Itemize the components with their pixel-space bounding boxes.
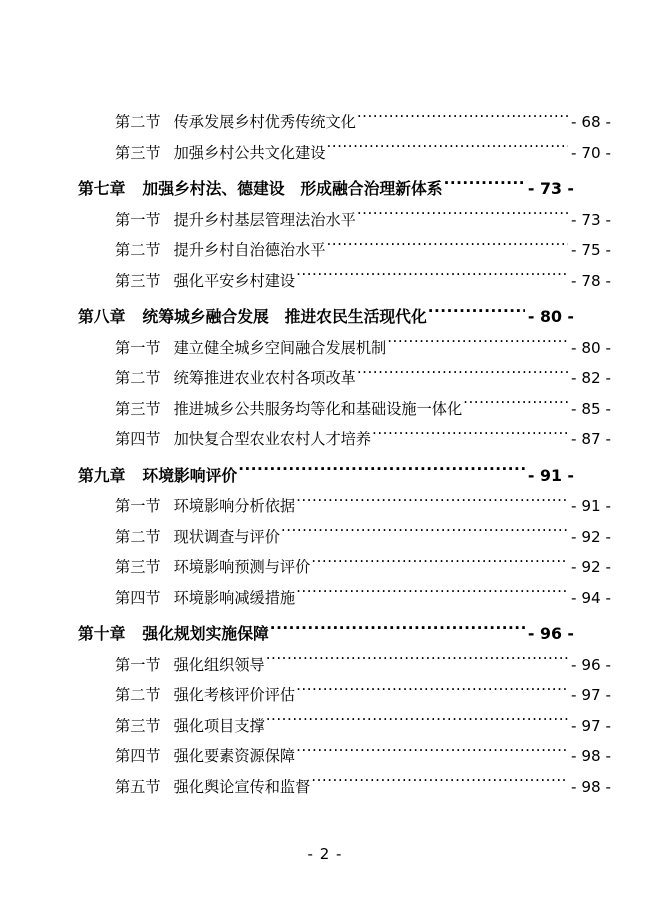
toc-leader-dots — [326, 240, 568, 255]
toc-entry-number: 第四节 — [115, 747, 161, 765]
toc-section-entry[interactable] — [78, 522, 611, 553]
toc-entry-page: - 68 - — [571, 113, 611, 131]
toc-entry-title: 强化舆论宣传和监督 — [173, 777, 311, 796]
toc-entry-title: 加强乡村法、德建设 形成融合治理新体系 — [142, 179, 443, 198]
toc-entry-title: 提升乡村基层管理法治水平 — [173, 210, 356, 229]
toc-leader-dots — [428, 306, 525, 322]
toc-entry-number: 第三节 — [115, 271, 161, 290]
toc-section-entry[interactable] — [78, 235, 611, 266]
toc-entry-number: 第二节 — [115, 686, 161, 704]
toc-leader-dots — [444, 178, 525, 194]
toc-entry-page: - 73 - — [571, 210, 611, 229]
toc-chapter-entry[interactable] — [78, 302, 574, 333]
toc-section-entry[interactable] — [78, 394, 611, 425]
toc-leader-dots — [357, 368, 568, 383]
toc-entry-page: - 80 - — [527, 307, 574, 326]
toc-entry-number: 第三节 — [115, 558, 161, 576]
toc-entry-title: 统筹推进农业农村各项改革 — [173, 369, 356, 387]
toc-leader-dots — [296, 746, 568, 761]
toc-entry-number: 第一节 — [115, 338, 161, 357]
toc-entry-number: 第三节 — [115, 143, 161, 162]
toc-chapter-entry[interactable] — [78, 174, 574, 205]
toc-entry-title: 加快复合型农业农村人才培养 — [173, 430, 371, 448]
toc-leader-dots — [296, 587, 568, 602]
toc-leader-dots — [296, 270, 568, 285]
toc-entry-page: - 97 - — [571, 686, 611, 704]
toc-entry-title: 现状调查与评价 — [173, 527, 280, 546]
toc-entry-number: 第八章 — [78, 307, 126, 326]
toc-entry-number: 第一节 — [115, 655, 161, 674]
toc-entry-page: - 73 - — [527, 179, 574, 198]
page-number: - 2 - — [307, 845, 343, 863]
toc-entry-page: - 91 - — [527, 465, 574, 485]
toc-leader-dots — [326, 142, 568, 157]
toc-leader-dots — [266, 654, 568, 669]
toc-entry-number: 第一节 — [115, 210, 161, 229]
toc-section-entry[interactable] — [78, 583, 611, 614]
toc-section-entry[interactable] — [78, 266, 611, 297]
toc-section-entry[interactable] — [78, 363, 611, 394]
toc-entry-page: - 96 - — [571, 655, 611, 674]
toc-entry-title: 强化平安乡村建设 — [173, 271, 296, 290]
toc-entry-number: 第三节 — [115, 399, 161, 418]
toc-entry-number: 第四节 — [115, 430, 161, 448]
toc-entry-title: 强化要素资源保障 — [173, 747, 296, 765]
toc-leader-dots — [463, 398, 568, 413]
toc-leader-dots — [311, 776, 568, 791]
toc-entry-number: 第五节 — [115, 777, 161, 796]
toc-entry-title: 环境影响分析依据 — [173, 497, 296, 515]
toc-entry-title: 强化规划实施保障 — [142, 624, 269, 643]
toc-entry-page: - 94 - — [571, 588, 611, 607]
toc-entry-title: 推进城乡公共服务均等化和基础设施一体化 — [173, 399, 463, 418]
toc-entry-title: 提升乡村自治德治水平 — [173, 241, 326, 259]
toc-section-entry[interactable] — [78, 107, 611, 138]
toc-section-entry[interactable] — [78, 741, 611, 772]
toc-leader-dots — [296, 685, 568, 700]
toc-entry-title: 强化组织领导 — [173, 655, 265, 674]
toc-entry-page: - 98 - — [571, 747, 611, 765]
toc-entry-page: - 70 - — [571, 143, 611, 162]
toc-entry-number: 第三节 — [115, 716, 161, 735]
toc-chapter-entry[interactable] — [78, 619, 574, 650]
toc-leader-dots — [281, 526, 568, 541]
toc-entry-number: 第九章 — [78, 465, 126, 485]
toc-leader-dots — [311, 557, 568, 572]
toc-entry-title: 统筹城乡融合发展 推进农民生活现代化 — [142, 307, 427, 326]
toc-section-entry[interactable] — [78, 491, 611, 522]
toc-leader-dots — [270, 623, 525, 639]
toc-leader-dots — [357, 209, 568, 224]
toc-entry-number: 第二节 — [115, 369, 161, 387]
toc-entry-number: 第一节 — [115, 497, 161, 515]
toc-leader-dots — [387, 337, 568, 352]
toc-entry-title: 建立健全城乡空间融合发展机制 — [173, 338, 387, 357]
toc-entry-page: - 87 - — [571, 430, 611, 448]
toc-chapter-entry[interactable] — [78, 461, 574, 492]
toc-section-entry[interactable] — [78, 552, 611, 583]
toc-leader-dots — [372, 429, 568, 444]
toc-entry-page: - 92 - — [571, 527, 611, 546]
toc-entry-page: - 75 - — [571, 241, 611, 259]
toc-section-entry[interactable] — [78, 205, 611, 236]
toc-section-entry[interactable] — [78, 333, 611, 364]
table-of-contents — [78, 107, 611, 802]
toc-entry-number: 第二节 — [115, 113, 161, 131]
toc-entry-page: - 96 - — [527, 624, 574, 643]
toc-entry-title: 环境影响预测与评价 — [173, 558, 311, 576]
toc-entry-number: 第七章 — [78, 179, 126, 198]
toc-entry-title: 环境影响评价 — [142, 465, 238, 485]
toc-entry-number: 第二节 — [115, 241, 161, 259]
toc-entry-title: 环境影响减缓措施 — [173, 588, 296, 607]
toc-leader-dots — [357, 112, 568, 127]
toc-entry-page: - 92 - — [571, 558, 611, 576]
toc-section-entry[interactable] — [78, 650, 611, 681]
toc-entry-title: 强化项目支撑 — [173, 716, 265, 735]
toc-leader-dots — [296, 496, 568, 511]
toc-entry-page: - 80 - — [571, 338, 611, 357]
toc-entry-title: 强化考核评价评估 — [173, 686, 296, 704]
toc-entry-page: - 98 - — [571, 777, 611, 796]
toc-section-entry[interactable] — [78, 424, 611, 455]
toc-section-entry[interactable] — [78, 680, 611, 711]
toc-entry-page: - 78 - — [571, 271, 611, 290]
toc-section-entry[interactable] — [78, 711, 611, 742]
toc-section-entry[interactable] — [78, 138, 611, 169]
toc-leader-dots — [238, 465, 525, 481]
toc-entry-number: 第二节 — [115, 527, 161, 546]
toc-entry-page: - 85 - — [571, 399, 611, 418]
toc-entry-page: - 97 - — [571, 716, 611, 735]
toc-entry-number: 第四节 — [115, 588, 161, 607]
toc-entry-title: 传承发展乡村优秀传统文化 — [173, 113, 356, 131]
toc-section-entry[interactable] — [78, 772, 611, 803]
toc-entry-page: - 91 - — [571, 497, 611, 515]
toc-entry-title: 加强乡村公共文化建设 — [173, 143, 326, 162]
toc-entry-page: - 82 - — [571, 369, 611, 387]
toc-leader-dots — [266, 715, 568, 730]
toc-entry-number: 第十章 — [78, 624, 126, 643]
